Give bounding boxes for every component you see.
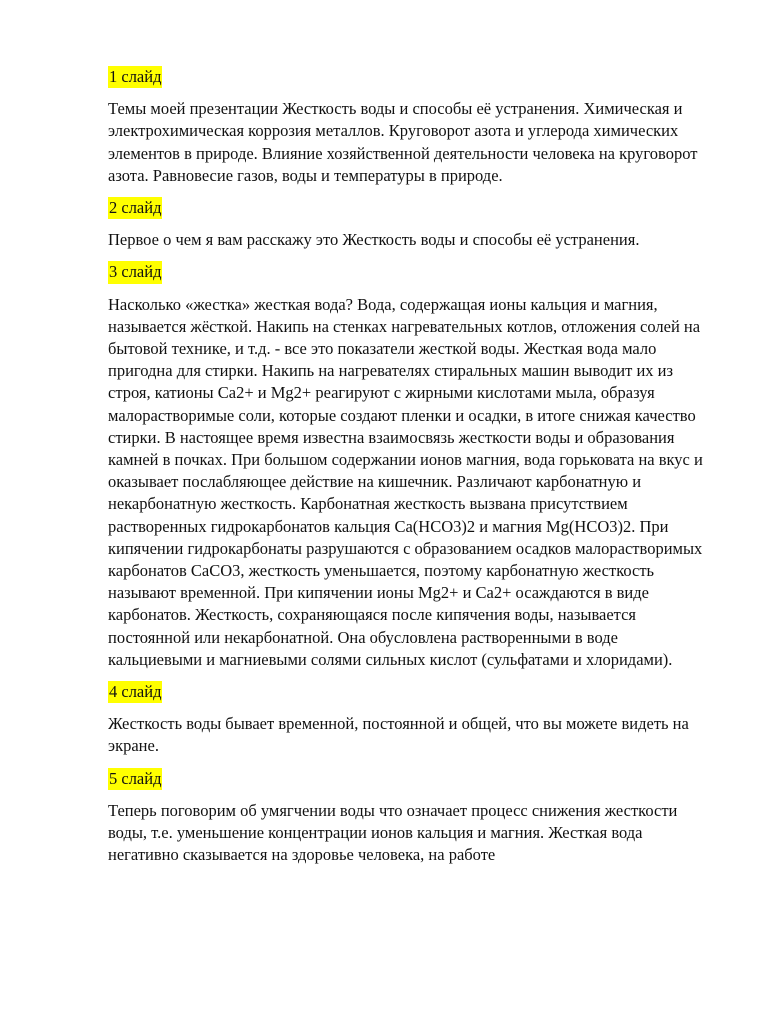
slide-section-3	[108, 261, 712, 671]
document-page	[108, 66, 712, 877]
slide-paragraph: Теперь поговорим об умягчении воды что означает процесс снижения жесткости воды, т.е. уменьшение концентрации ионов кальция и магния. Жесткая вода негативно сказывается на здоровье человека, на работе	[108, 800, 678, 865]
slide-heading: 2 слайд	[108, 197, 162, 219]
slide-paragraph: Жесткость воды бывает временной, постоянной и общей, что вы можете видеть на экране.	[108, 714, 689, 756]
slide-paragraph: Первое о чем я вам расскажу это Жесткость воды и способы её устранения.	[108, 230, 640, 250]
slide-paragraph: Насколько «жестка» жесткая вода? Вода, содержащая ионы кальция и магния, называется жёсткой. Накипь на стенках нагревательных котлов, отложения солей на бытовой технике, и т.д. - все это показатели жесткой воды. Жесткая вода мало пригодна для стирки. Накипь на нагревателях стиральных машин выводит их из строя, катионы Ca2+ и Mg2+ реагируют с жирными кислотами мыла, образуя малорастворимые соли, которые создают пленки и осадки, в итоге снижая качество стирки. В настоящее время известна взаимосвязь жесткости воды и образования камней в почках. При большом содержании ионов магния, вода горьковата на вкус и оказывает послабляющее действие на кишечник. Различают карбонатную и некарбонатную жесткость. Карбонатная жесткость вызвана присутствием растворенных гидрокарбонатов кальция Ca(HCO3)2 и магния Mg(HCO3)2. При кипячении гидрокарбонаты разрушаются с образованием осадков малорастворимых карбонатов CaCO3, жесткость уменьшается, поэтому карбонатную жесткость называют временной. При кипячении ионы Mg2+ и Ca2+ осаждаются в виде карбонатов. Жесткость, сохраняющаяся после кипячения воды, называется постоянной или некарбонатной. Она обусловлена растворенными в воде кальциевыми и магниевыми солями сильных кислот (сульфатами и хлоридами).	[108, 294, 703, 669]
slide-heading: 3 слайд	[108, 261, 162, 283]
slide-section-1	[108, 66, 712, 187]
slide-section-5	[108, 768, 712, 867]
slide-heading: 5 слайд	[108, 768, 162, 790]
slide-paragraph: Темы моей презентации Жесткость воды и способы её устранения. Химическая и электрохимическая коррозия металлов. Круговорот азота и углерода химических элементов в природе. Влияние хозяйственной деятельности человека на круговорот азота. Равновесие газов, воды и температуры в природе.	[108, 99, 698, 185]
slide-section-4	[108, 681, 712, 758]
slide-section-2	[108, 197, 712, 251]
slide-heading: 4 слайд	[108, 681, 162, 703]
slide-heading: 1 слайд	[108, 66, 162, 88]
